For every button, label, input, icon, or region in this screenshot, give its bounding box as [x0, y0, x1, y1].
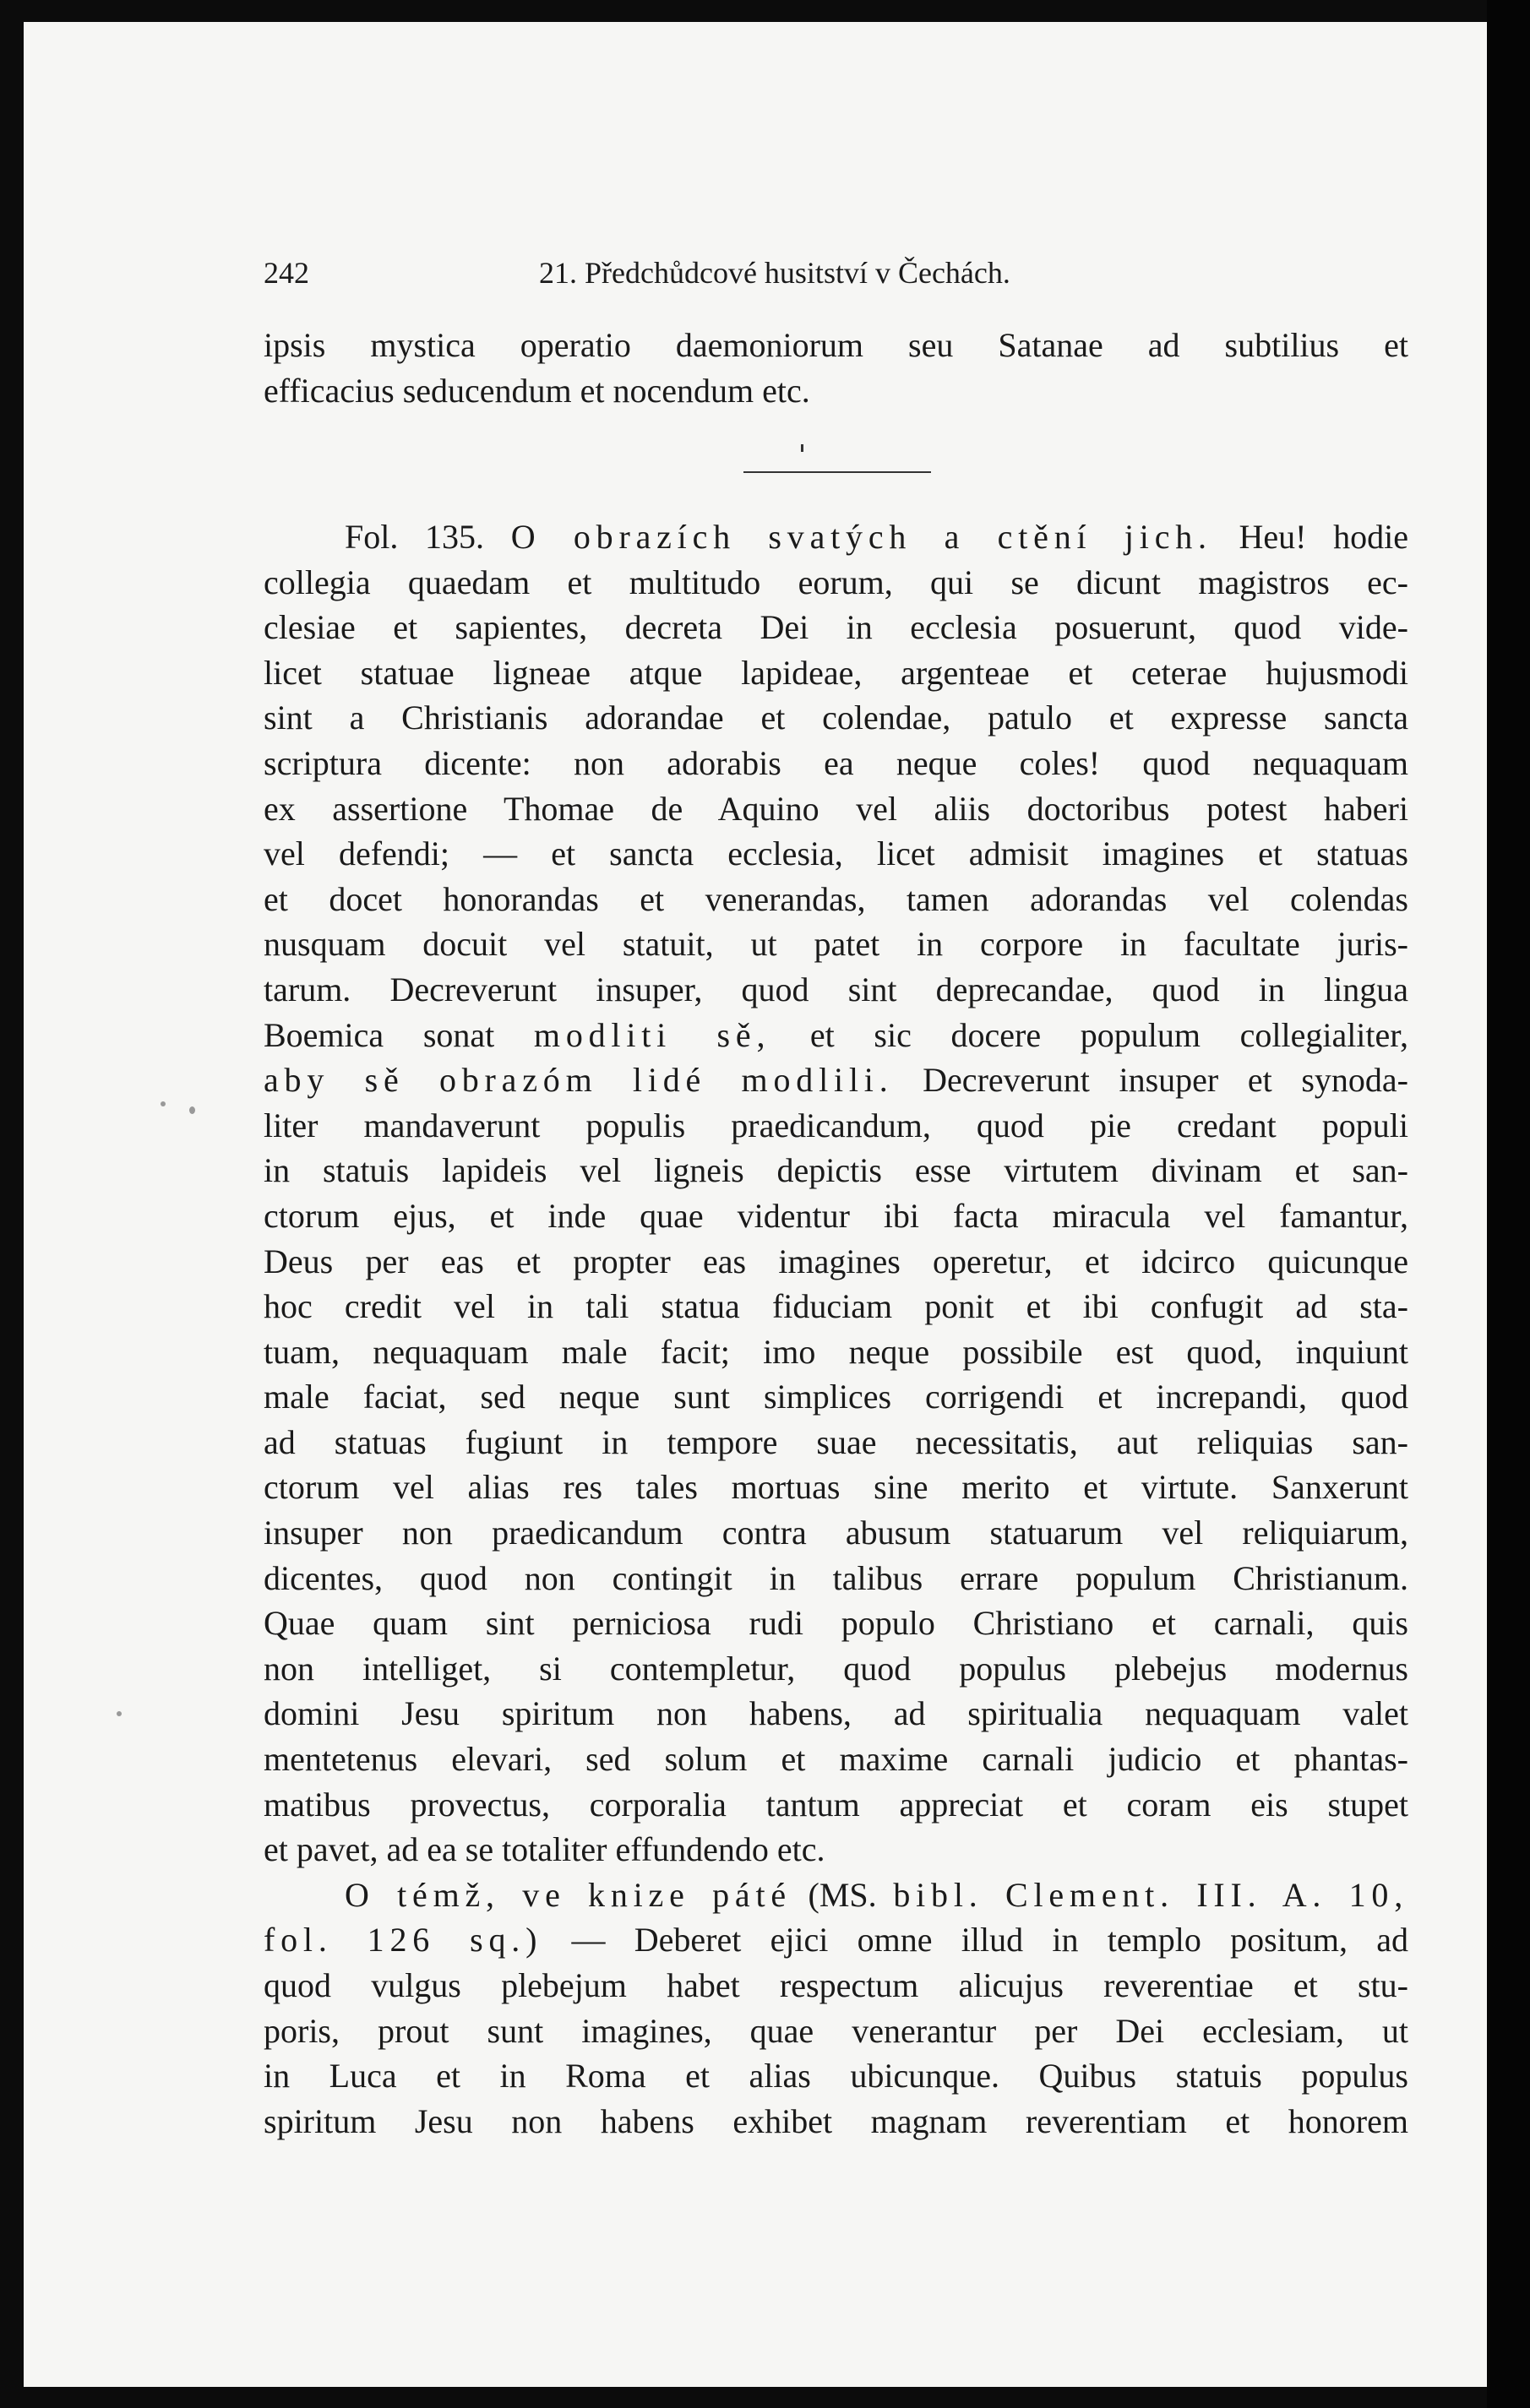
paper-speck — [189, 1106, 195, 1114]
text-line: mentetenus elevari, sed solum et maxime carnali judicio et phantas- — [264, 1740, 1408, 1779]
text-line: hoc credit vel in tali statua fiduciam ponit et ibi confugit ad sta- — [264, 1287, 1408, 1326]
text-line: Deus per eas et propter eas imagines operetur, et idcirco quicunque — [264, 1242, 1408, 1280]
text-line: poris, prout sunt imagines, quae venerantur per Dei ecclesiam, ut — [264, 2011, 1408, 2050]
text-line — [264, 1057, 1408, 1103]
text-line: in statuis lapideis vel ligneis depictis esse virtutem divinam et san- — [264, 1151, 1408, 1190]
text-line: ex assertione Thomae de Aquino vel aliis doctoribus potest haberi — [264, 789, 1408, 828]
running-head — [264, 255, 1117, 297]
text-line: matibus provectus, corporalia tantum appreciat et coram eis stupet — [264, 1785, 1408, 1824]
czech-phrase-spaced: aby sě obrazóm lidé modlili. — [264, 1061, 894, 1100]
text-line — [264, 514, 1408, 560]
text-line: tarum. Decreverunt insuper, quod sint deprecandae, quod in lingua — [264, 970, 1408, 1008]
line-part: (MS. — [791, 1875, 894, 1914]
separator-mark — [801, 444, 803, 452]
section-separator — [743, 471, 931, 473]
text-line: in Luca et in Roma et alias ubicunque. Quibus statuis populus — [264, 2057, 1408, 2095]
section-title-spaced: O témž, ve knize páté — [345, 1875, 792, 1914]
text-line: et pavet, ad ea se totaliter effundendo etc. — [264, 1830, 825, 1869]
text-line: nusquam docuit vel statuit, ut patet in corpore in facultate juris- — [264, 925, 1408, 964]
text-line: quod vulgus plebejum habet respectum alicujus reverentiae et stu- — [264, 1966, 1408, 2004]
text-line: efficacius seducendum et nocendum etc. — [264, 371, 810, 410]
text-line: Quae quam sint perniciosa rudi populo Christiano et carnali, quis — [264, 1604, 1408, 1643]
text-line: insuper non praedicandum contra abusum statuarum vel reliquiarum, — [264, 1514, 1408, 1552]
text-line — [264, 1873, 1408, 1918]
folio-reference-spaced: fol. 126 sq.) — [264, 1921, 543, 1960]
text-line: vel defendi; — et sancta ecclesia, licet admisit imagines et statuas — [264, 834, 1408, 873]
text-line: ctorum vel alias res tales mortuas sine merito et virtute. Sanxerunt — [264, 1468, 1408, 1507]
text-line: clesiae et sapientes, decreta Dei in ecclesia posuerunt, quod vide- — [264, 608, 1408, 647]
text-line: spiritum Jesu non habens exhibet magnam reverentiam et honorem — [264, 2101, 1408, 2140]
text-line: sint a Christianis adorandae et colendae, patulo et expresse sancta — [264, 698, 1408, 737]
line-part: et sic docere populum collegialiter, — [770, 1015, 1409, 1054]
text-line: collegia quaedam et multitudo eorum, qui se dicunt magistros ec- — [264, 563, 1408, 601]
text-line: licet statuae ligneae atque lapideae, argenteae et ceterae hujusmodi — [264, 653, 1408, 692]
folio-reference: Fol. 135. — [345, 518, 485, 556]
line-part: Decreverunt insuper et synoda- — [893, 1061, 1409, 1100]
section-title-spaced: O obrazích svatých a ctění jich. — [510, 518, 1212, 556]
text-line: ad statuas fugiunt in tempore suae necessitatis, aut reliquias san- — [264, 1422, 1408, 1461]
text-line: dicentes, quod non contingit in talibus errare populum Christianum. — [264, 1558, 1408, 1597]
fol-135-paragraph — [264, 514, 1408, 2144]
text-line — [264, 1013, 1408, 1058]
paper-speck — [117, 1711, 122, 1716]
text-line: ctorum ejus, et inde quae videntur ibi facta miracula vel famantur, — [264, 1196, 1408, 1235]
text-line: ipsis mystica operatio daemoniorum seu Satanae ad subtilius et — [264, 326, 1408, 364]
page-number: 242 — [264, 256, 309, 290]
scan-border — [1487, 0, 1530, 2408]
text-line: non intelliget, si contempletur, quod populus plebejus modernus — [264, 1649, 1408, 1688]
line-part: –– Deberet ejici omne illud in templo positum, ad — [542, 1921, 1408, 1960]
line-part: Boemica sonat — [264, 1015, 534, 1054]
text-line: tuam, nequaquam male facit; imo neque possibile est quod, inquiunt — [264, 1332, 1408, 1371]
running-head-title: 21. Předchůdcové husitství v Čechách. — [539, 256, 1010, 290]
text-line: liter mandaverunt populis praedicandum, quod pie credant populi — [264, 1106, 1408, 1144]
text-line: et docet honorandas et venerandas, tamen adorandas vel colendas — [264, 879, 1408, 918]
book-page — [24, 22, 1506, 2387]
intro-paragraph — [264, 323, 1408, 413]
manuscript-reference-spaced: bibl. Clement. III. A. 10, — [893, 1875, 1409, 1914]
text-line: domini Jesu spiritum non habens, ad spiritualia nequaquam valet — [264, 1694, 1408, 1733]
paper-speck — [161, 1101, 166, 1106]
line-rest: Heu! hodie — [1211, 518, 1409, 556]
text-line: scriptura dicente: non adorabis ea neque coles! quod nequaquam — [264, 743, 1408, 782]
czech-phrase-spaced: modliti sě, — [533, 1015, 771, 1054]
text-line — [264, 1917, 1408, 1963]
text-line: male faciat, sed neque sunt simplices corrigendi et increpandi, quod — [264, 1378, 1408, 1416]
